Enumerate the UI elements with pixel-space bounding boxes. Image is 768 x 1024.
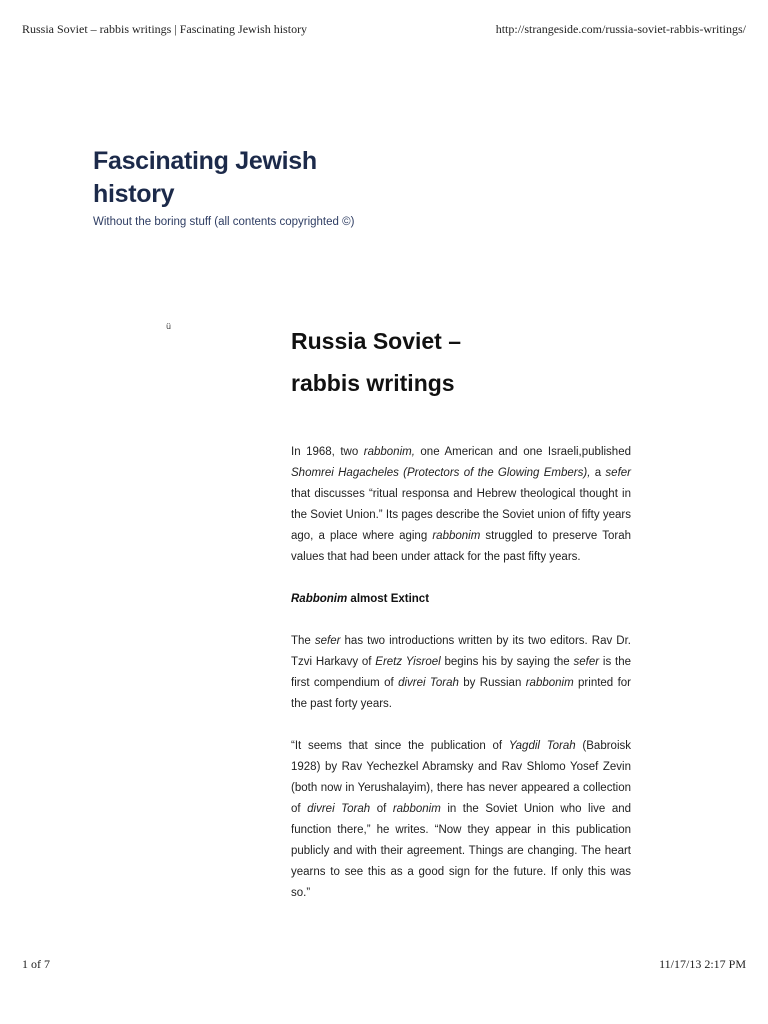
text-run: that discusses “ritual responsa and Hebrew theological thought in the Soviet Union.” Its pages describe the Soviet union of fifty years ago, a place where aging	[291, 488, 631, 542]
print-header-title: Russia Soviet – rabbis writings | Fascinating Jewish history	[22, 22, 308, 36]
text-run: printed for the past forty years.	[291, 677, 631, 710]
article-title: Russia Soviet – rabbis writings	[291, 328, 462, 396]
italic-term: sefer	[573, 656, 600, 668]
article-paragraph-1	[291, 442, 631, 568]
print-header-url: http://strangeside.com/russia-soviet-rabbis-writings/	[495, 22, 746, 36]
print-footer	[22, 957, 746, 972]
italic-term: divrei Torah	[307, 803, 371, 815]
italic-term: sefer	[605, 467, 631, 479]
text-run: The	[291, 635, 315, 647]
italic-term: Yagdil Torah	[508, 740, 576, 752]
smiley-icon: ü	[166, 322, 172, 331]
article	[291, 320, 631, 925]
text-run: by Russian	[458, 677, 526, 689]
text-run: a	[590, 467, 606, 479]
article-body	[291, 442, 631, 904]
page-number: 1 of 7	[22, 957, 50, 971]
text-run: one American and one Israeli,published	[414, 446, 631, 458]
text-run: has two introductions written by its two editors. Rav Dr. Tzvi Harkavy of	[291, 635, 631, 668]
text-run: in the Soviet Union who live and function there,” he writes. “Now they appear in this publication publicly and with their agreement. Things are changing. The heart yearns to see this as a good sign for the future. If only this was so.”	[291, 803, 632, 899]
site-tagline: Without the boring stuff (all contents copyrighted ©)	[93, 216, 355, 228]
italic-term: divrei Torah	[398, 677, 459, 689]
text-run: In 1968, two	[291, 446, 364, 458]
section-heading	[291, 589, 631, 610]
text-run: almost Extinct	[347, 593, 430, 605]
print-header	[22, 22, 746, 37]
text-run: (Babroisk 1928) by Rav Yechezkel Abramsky and Rav Shlomo Yosef Zevin (both now in Yerushalayim), there has never appeared a collection of	[291, 740, 631, 815]
site-title[interactable]: Fascinating Jewish history	[93, 147, 317, 208]
italic-term: sefer	[314, 635, 341, 647]
text-run: of	[370, 803, 393, 815]
text-run: begins his by saying the	[440, 656, 574, 668]
italic-term: rabbonim	[525, 677, 574, 689]
italic-term: rabbonim	[392, 803, 441, 815]
text-run: “It seems that since the publication of	[291, 740, 509, 752]
article-paragraph-3	[291, 736, 631, 904]
article-paragraph-2	[291, 631, 631, 715]
italic-term: Shomrei Hagacheles (Protectors of the Glowing Embers),	[291, 467, 591, 479]
italic-term: rabbonim	[432, 530, 481, 542]
text-run: struggled to preserve Torah values that had been under attack for the past fifty years.	[291, 530, 631, 563]
text-run: is the first compendium of	[291, 656, 631, 689]
italic-term: Rabbonim	[291, 593, 348, 605]
italic-term: Eretz Yisroel	[375, 656, 441, 668]
italic-term: rabbonim,	[363, 446, 415, 458]
print-datetime: 11/17/13 2:17 PM	[659, 957, 746, 971]
